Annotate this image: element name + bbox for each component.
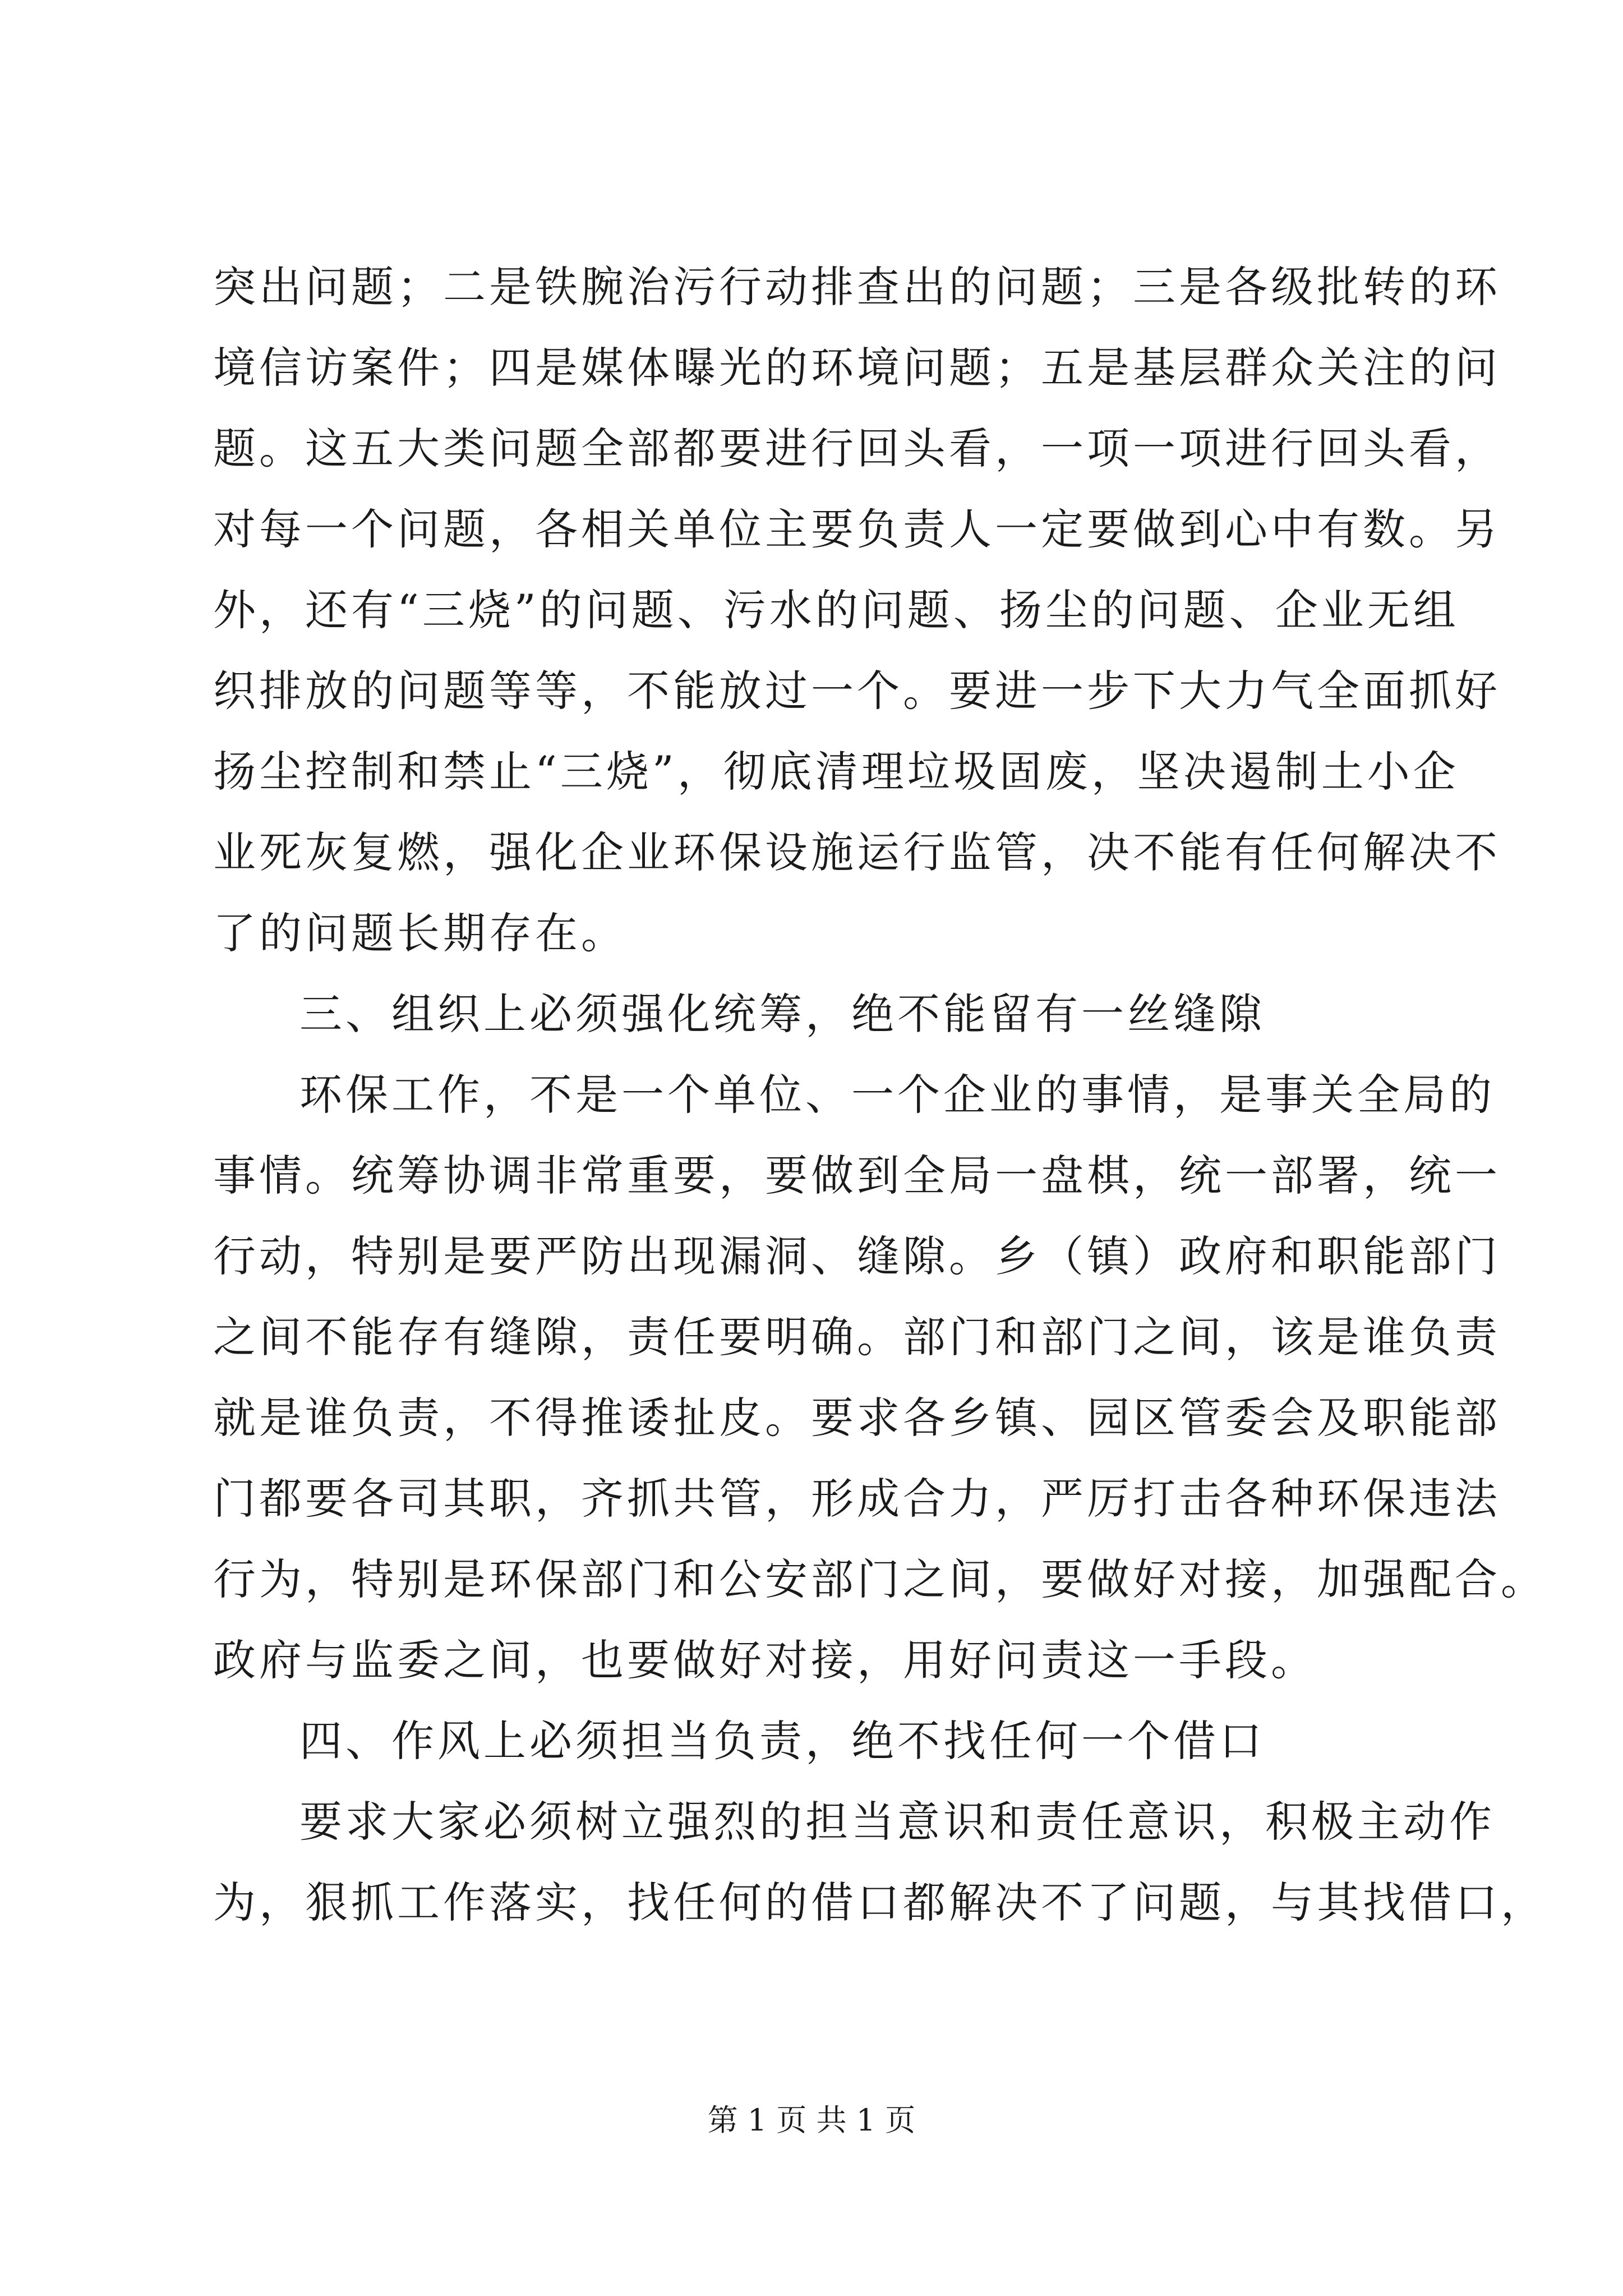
text-line: 题。这五大类问题全部都要进行回头看，一项一项进行回头看， <box>213 424 1501 473</box>
text-line: 业死灰复燃，强化企业环保设施运行监管，决不能有任何解决不 <box>213 827 1501 877</box>
text-line: 突出问题；二是铁腕治污行动排查出的问题；三是各级批转的环 <box>213 262 1501 312</box>
text-line: 行动，特别是要严防出现漏洞、缝隙。乡（镇）政府和职能部门 <box>213 1231 1501 1281</box>
section-heading: 四、作风上必须担当负责，绝不找任何一个借口 <box>299 1716 1265 1766</box>
text-line: 之间不能存有缝隙，责任要明确。部门和部门之间，该是谁负责 <box>213 1312 1501 1362</box>
page-number-label: 第 1 页 共 1 页 <box>707 2102 916 2138</box>
text-line: 门都要各司其职，齐抓共管，形成合力，严厉打击各种环保违法 <box>213 1474 1501 1524</box>
text-line: 了的问题长期存在。 <box>213 908 627 958</box>
text-line: 政府与监委之间，也要做好对接，用好问责这一手段。 <box>213 1635 1317 1685</box>
text-line: 外，还有“三烧”的问题、污水的问题、扬尘的问题、企业无组 <box>213 585 1459 635</box>
text-line: 织排放的问题等等，不能放过一个。要进一步下大力气全面抓好 <box>213 666 1501 716</box>
text-line: 对每一个问题，各相关单位主要负责人一定要做到心中有数。另 <box>213 504 1501 554</box>
page-footer <box>0 2101 1623 2140</box>
section-heading: 三、组织上必须强化统筹，绝不能留有一丝缝隙 <box>299 989 1265 1039</box>
text-line: 就是谁负责，不得推诿扯皮。要求各乡镇、园区管委会及职能部 <box>213 1393 1501 1443</box>
text-line: 事情。统筹协调非常重要，要做到全局一盘棋，统一部署，统一 <box>213 1151 1501 1200</box>
text-line: 扬尘控制和禁止“三烧”，彻底清理垃圾固废，坚决遏制土小企 <box>213 747 1459 797</box>
text-line: 行为，特别是环保部门和公安部门之间，要做好对接，加强配合。 <box>213 1554 1547 1604</box>
text-line: 环保工作，不是一个单位、一个企业的事情，是事关全局的 <box>299 1070 1495 1120</box>
text-line: 要求大家必须树立强烈的担当意识和责任意识，积极主动作 <box>299 1797 1495 1847</box>
text-line: 境信访案件；四是媒体曝光的环境问题；五是基层群众关注的问 <box>213 343 1501 393</box>
text-line: 为，狠抓工作落实，找任何的借口都解决不了问题，与其找借口， <box>213 1878 1547 1927</box>
body-text <box>213 247 1547 1943</box>
